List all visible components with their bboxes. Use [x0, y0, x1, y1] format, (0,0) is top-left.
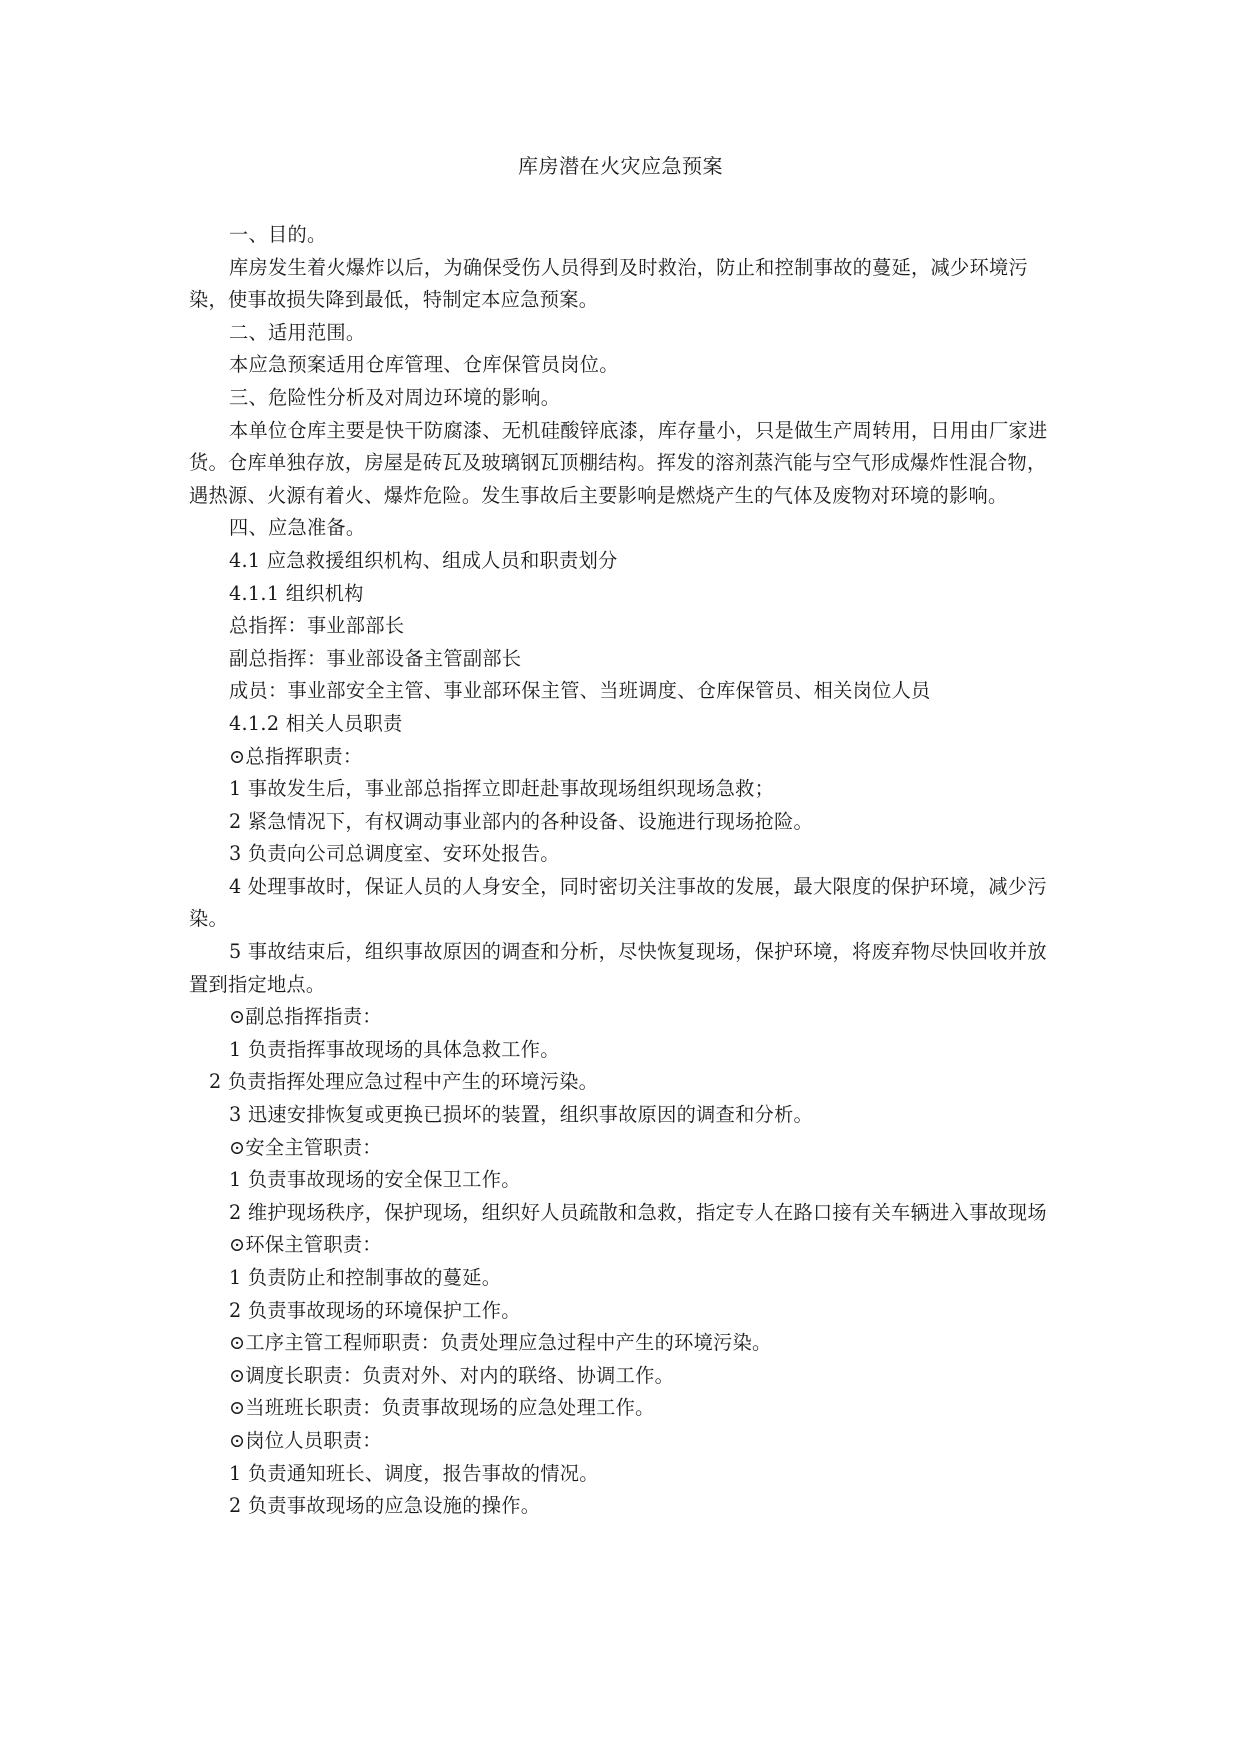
list-item: 1 负责事故现场的安全保卫工作。: [229, 1168, 521, 1192]
document-body: [189, 219, 1059, 1523]
list-item: 2 负责事故现场的应急设施的操作。: [229, 1494, 541, 1518]
subsection-heading-4-1-1: 4.1.1 组织机构: [229, 581, 364, 605]
list-item: 3 迅速安排恢复或更换已损坏的装置，组织事故原因的调查和分析。: [229, 1103, 814, 1127]
list-item: 1 负责防止和控制事故的蔓延。: [229, 1266, 502, 1289]
role-heading-safety-supervisor: ⊙安全主管职责：: [229, 1135, 382, 1159]
section-heading-preparation: 四、应急准备。: [229, 516, 366, 540]
role-heading-environment-supervisor: ⊙环保主管职责：: [229, 1233, 382, 1257]
list-item: 2 负责事故现场的环境保护工作。: [229, 1298, 521, 1322]
list-item: 1 负责指挥事故现场的具体急救工作。: [229, 1037, 560, 1061]
paragraph-members: 成员：事业部安全主管、事业部环保主管、当班调度、仓库保管员、相关岗位人员: [229, 679, 931, 703]
role-heading-shift-leader: ⊙当班班长职责：负责事故现场的应急处理工作。: [229, 1396, 655, 1420]
paragraph-risk-analysis: 本单位仓库主要是快干防腐漆、无机硅酸锌底漆，库存量小，只是做生产周转用，日用由厂家进货。仓库单独存放，房屋是砖瓦及玻璃钢瓦顶棚结构。挥发的溶剂蒸汽能与空气形成爆炸性混合物，遇热源、火源有着火、爆炸危险。发生事故后主要影响是燃烧产生的气体及废物对环境的影响。: [189, 418, 1048, 507]
paragraph-purpose: 库房发生着火爆炸以后，为确保受伤人员得到及时救治，防止和控制事故的蔓延，减少环境污染，使事故损失降到最低，特制定本应急预案。: [189, 255, 1028, 312]
list-item: 3 负责向公司总调度室、安环处报告。: [229, 842, 560, 866]
paragraph-commander: 总指挥：事业部部长: [229, 614, 405, 638]
section-heading-scope: 二、适用范围。: [229, 320, 366, 344]
role-heading-post-staff: ⊙岗位人员职责：: [229, 1428, 382, 1452]
subsection-heading-4-1-2: 4.1.2 相关人员职责: [229, 711, 403, 735]
subsection-heading-4-1: 4.1 应急救援组织机构、组成人员和职责划分: [229, 548, 618, 572]
section-heading-risk-analysis: 三、危险性分析及对周边环境的影响。: [229, 385, 561, 409]
list-item: 4 处理事故时，保证人员的人身安全，同时密切关注事故的发展，最大限度的保护环境，减少污染。: [189, 874, 1047, 931]
list-item: 2 负责指挥处理应急过程中产生的环境污染。: [209, 1070, 599, 1094]
role-heading-deputy-commander: ⊙副总指挥指责：: [229, 1005, 382, 1029]
list-item: 1 负责通知班长、调度，报告事故的情况。: [229, 1461, 599, 1485]
section-heading-purpose: 一、目的。: [229, 223, 327, 246]
document-title: 库房潜在火灾应急预案: [518, 154, 723, 178]
list-item: 5 事故结束后，组织事故原因的调查和分析，尽快恢复现场，保护环境，将废弃物尽快回收并放置到指定地点。: [189, 940, 1047, 996]
list-item: 2 紧急情况下，有权调动事业部内的各种设备、设施进行现场抢险。: [229, 809, 814, 833]
list-item: 2 维护现场秩序，保护现场，组织好人员疏散和急救，指定专人在路口接有关车辆进入事故现场: [229, 1200, 1047, 1224]
role-heading-commander: ⊙总指挥职责：: [229, 744, 363, 768]
paragraph-deputy-commander: 副总指挥：事业部设备主管副部长: [229, 646, 522, 670]
role-heading-process-engineer: ⊙工序主管工程师职责：负责处理应急过程中产生的环境污染。: [229, 1331, 772, 1355]
role-heading-dispatcher: ⊙调度长职责：负责对外、对内的联络、协调工作。: [229, 1363, 675, 1387]
list-item: 1 事故发生后，事业部总指挥立即赶赴事故现场组织现场急救；: [229, 777, 775, 801]
paragraph-scope: 本应急预案适用仓库管理、仓库保管员岗位。: [229, 353, 619, 377]
